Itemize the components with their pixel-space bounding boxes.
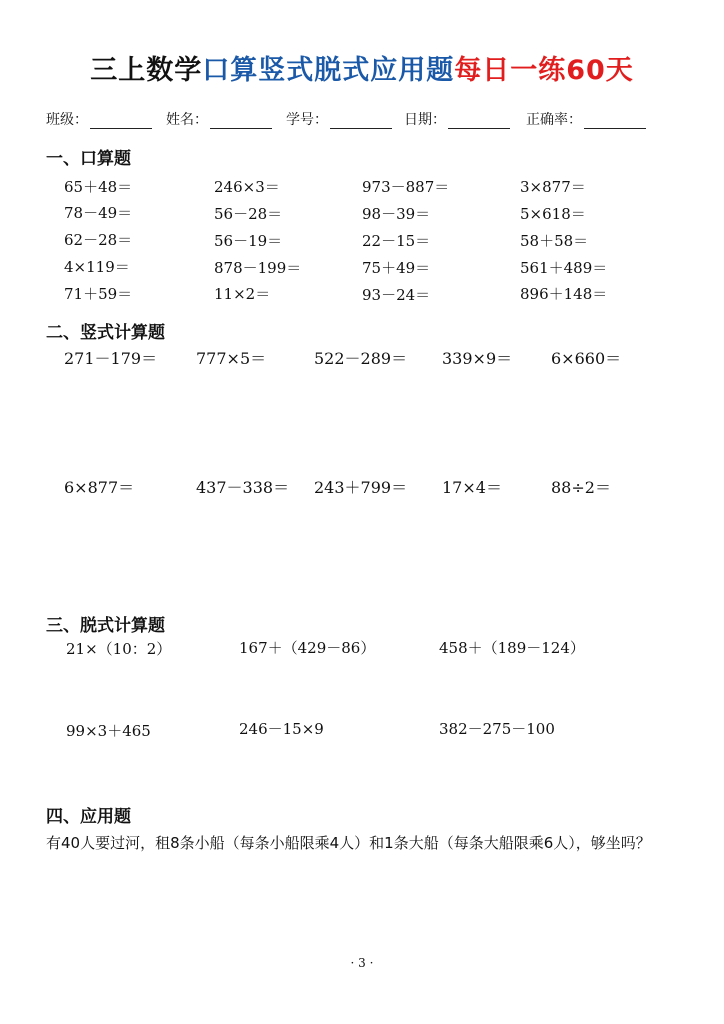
oral-problem: 75＋49＝ [362,259,431,277]
accuracy-field[interactable] [526,109,646,129]
oral-problem: 78－49＝ [64,204,133,222]
stepwise-problem: 382－275－100 [439,720,555,738]
stepwise-problem: 246－15×9 [239,720,324,738]
worksheet-title [0,48,724,87]
student-id-blank[interactable] [330,114,392,129]
name-label: 姓名： [166,112,208,128]
oral-problem: 56－19＝ [214,232,283,250]
title-part-topics: 口算竖式脱式应用题 [202,55,455,86]
title-part-daily: 每日一练60天 [454,55,634,86]
oral-problem: 878－199＝ [214,259,302,277]
stepwise-problem: 167＋（429－86） [239,639,376,657]
vertical-problem: 339×9＝ [442,349,513,368]
oral-problem: 973－887＝ [362,178,450,196]
oral-problem: 3×877＝ [520,178,586,196]
class-field[interactable] [46,109,152,129]
page-number: · 3 · [350,956,374,970]
vertical-problem: 88÷2＝ [551,478,611,497]
oral-problem: 4×119＝ [64,258,130,276]
student-id-label: 学号： [286,112,328,128]
oral-problem: 58＋58＝ [520,232,589,250]
accuracy-label: 正确率： [526,112,582,128]
oral-problem: 62－28＝ [64,231,133,249]
oral-problem: 93－24＝ [362,286,431,304]
title-part-subject: 三上数学 [90,55,203,86]
oral-problem: 65＋48＝ [64,178,133,196]
date-field[interactable] [404,109,510,129]
accuracy-blank[interactable] [584,114,646,129]
section-vertical-title: 二、竖式计算题 [46,323,165,343]
word-problem-text: 有40人要过河，租8条小船（每条小船限乘4人）和1条大船（每条大船限乘6人），够坐吗？ [46,834,651,852]
name-blank[interactable] [210,114,272,129]
name-field[interactable] [166,109,272,129]
class-blank[interactable] [90,114,152,129]
oral-problem: 896＋148＝ [520,285,608,303]
section-stepwise-title: 三、脱式计算题 [46,616,165,636]
section-oral-title: 一、口算题 [46,149,131,169]
vertical-problem: 522－289＝ [314,349,408,368]
stepwise-problem: 458＋（189－124） [439,639,585,657]
student-id-field[interactable] [286,109,392,129]
vertical-problem: 777×5＝ [196,349,267,368]
oral-problem: 246×3＝ [214,178,280,196]
stepwise-problem: 99×3＋465 [66,722,151,740]
vertical-problem: 271－179＝ [64,349,158,368]
oral-problem: 5×618＝ [520,205,586,223]
class-label: 班级： [46,112,88,128]
vertical-problem: 437－338＝ [196,478,290,497]
oral-problem: 56－28＝ [214,205,283,223]
vertical-problem: 6×660＝ [551,349,622,368]
vertical-problem: 6×877＝ [64,478,135,497]
date-blank[interactable] [448,114,510,129]
oral-problem: 561＋489＝ [520,259,608,277]
stepwise-problem: 21×（10：2） [66,640,172,658]
student-info-row [0,109,724,133]
vertical-problem: 17×4＝ [442,478,502,497]
oral-problem: 11×2＝ [214,285,271,303]
vertical-problem: 243＋799＝ [314,478,408,497]
oral-problem: 22－15＝ [362,232,431,250]
oral-problem: 98－39＝ [362,205,431,223]
oral-problem: 71＋59＝ [64,285,133,303]
section-word-title: 四、应用题 [46,807,131,827]
date-label: 日期： [404,112,446,128]
